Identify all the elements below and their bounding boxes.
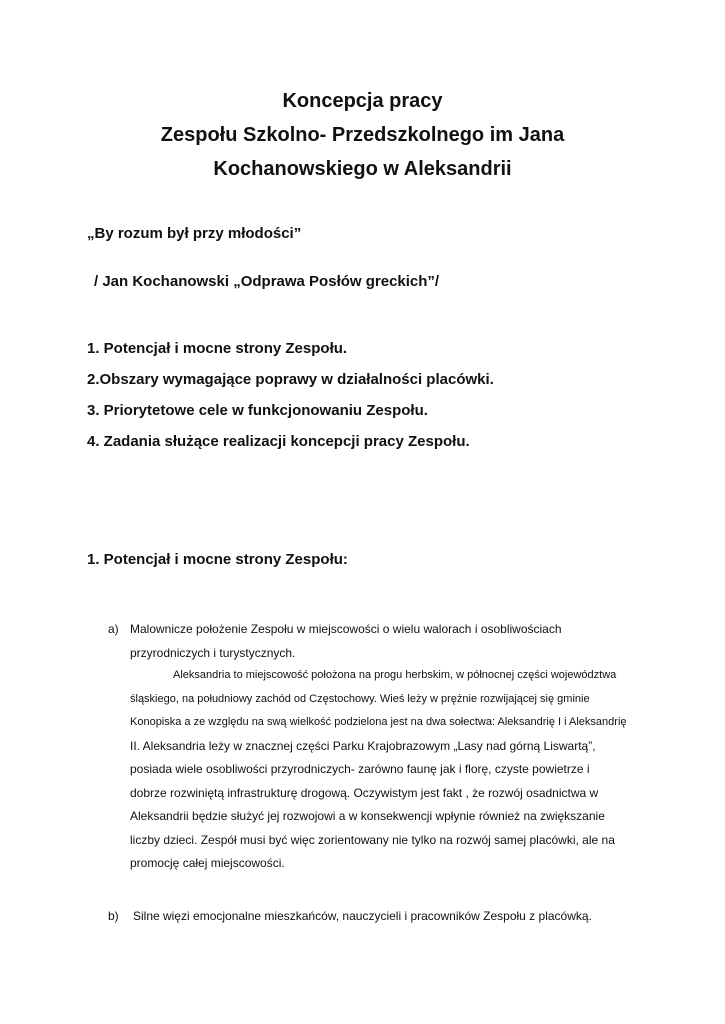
paragraph-line-1: Aleksandria to miejscowość położona na progu herbskim, w północnej części województwa (173, 669, 617, 681)
item-a-line-1: Malownicze położenie Zespołu w miejscowości o wielu walorach i osobliwościach (130, 622, 562, 636)
title-line-2: Zespołu Szkolno- Przedszkolnego im Jana (160, 124, 565, 146)
paragraph-line-5: posiada wiele osobliwości przyrodniczych- zarówno faunę jak i florę, czyste powietrze i (130, 762, 590, 776)
title-line-3: Kochanowskiego w Aleksandrii (213, 158, 512, 180)
item-b-text: Silne więzi emocjonalne mieszkańców, nauczycieli i pracowników Zespołu z placówką. (133, 909, 592, 923)
item-a-line-2: przyrodniczych i turystycznych. (130, 646, 296, 660)
contents-item-1: 1. Potencjał i mocne strony Zespołu. (87, 340, 348, 357)
contents-item-4: 4. Zadania służące realizacji koncepcji pracy Zespołu. (87, 433, 470, 450)
contents-item-2: 2.Obszary wymagające poprawy w działalności placówki. (87, 371, 494, 388)
item-a-paragraph (130, 664, 640, 876)
paragraph-line-4: II. Aleksandria leży w znacznej części Parku Krajobrazowym „Lasy nad górną Liswartą”, (130, 738, 596, 753)
paragraph-line-7: Aleksandrii będzie służyć jej rozwojowi a w konsekwencji wpłynie również na zwiększanie (130, 809, 605, 823)
paragraph-line-3: Konopiska a ze względu na swą wielkość podzielona jest na dwa sołectwa: Aleksandrię I i Aleksandrię (130, 716, 627, 728)
paragraph-line-9: promocję całej miejscowości. (130, 856, 285, 870)
document-title (0, 84, 725, 186)
motto-quote: „By rozum był przy młodości” (87, 225, 302, 242)
motto-source: / Jan Kochanowski „Odprawa Posłów greckich”/ (94, 273, 440, 290)
contents-item-3: 3. Priorytetowe cele w funkcjonowaniu Zespołu. (87, 402, 428, 419)
section-1-heading: 1. Potencjał i mocne strony Zespołu: (87, 551, 348, 568)
paragraph-line-6: dobrze rozwiniętą infrastrukturę drogową. Oczywistym jest fakt , że rozwój osadnictwa w (130, 785, 599, 800)
paragraph-line-2: śląskiego, na południowy zachód od Częstochowy. Wieś leży w prężnie rozwijającej się gminie (130, 692, 590, 705)
paragraph-line-8: liczby dzieci. Zespół musi być więc zorientowany nie tylko na rozwój samej placówki, ale na (130, 832, 615, 847)
title-line-1: Koncepcja pracy (282, 90, 443, 112)
item-b-label: b) (108, 909, 119, 923)
item-a-label: a) (108, 622, 119, 636)
